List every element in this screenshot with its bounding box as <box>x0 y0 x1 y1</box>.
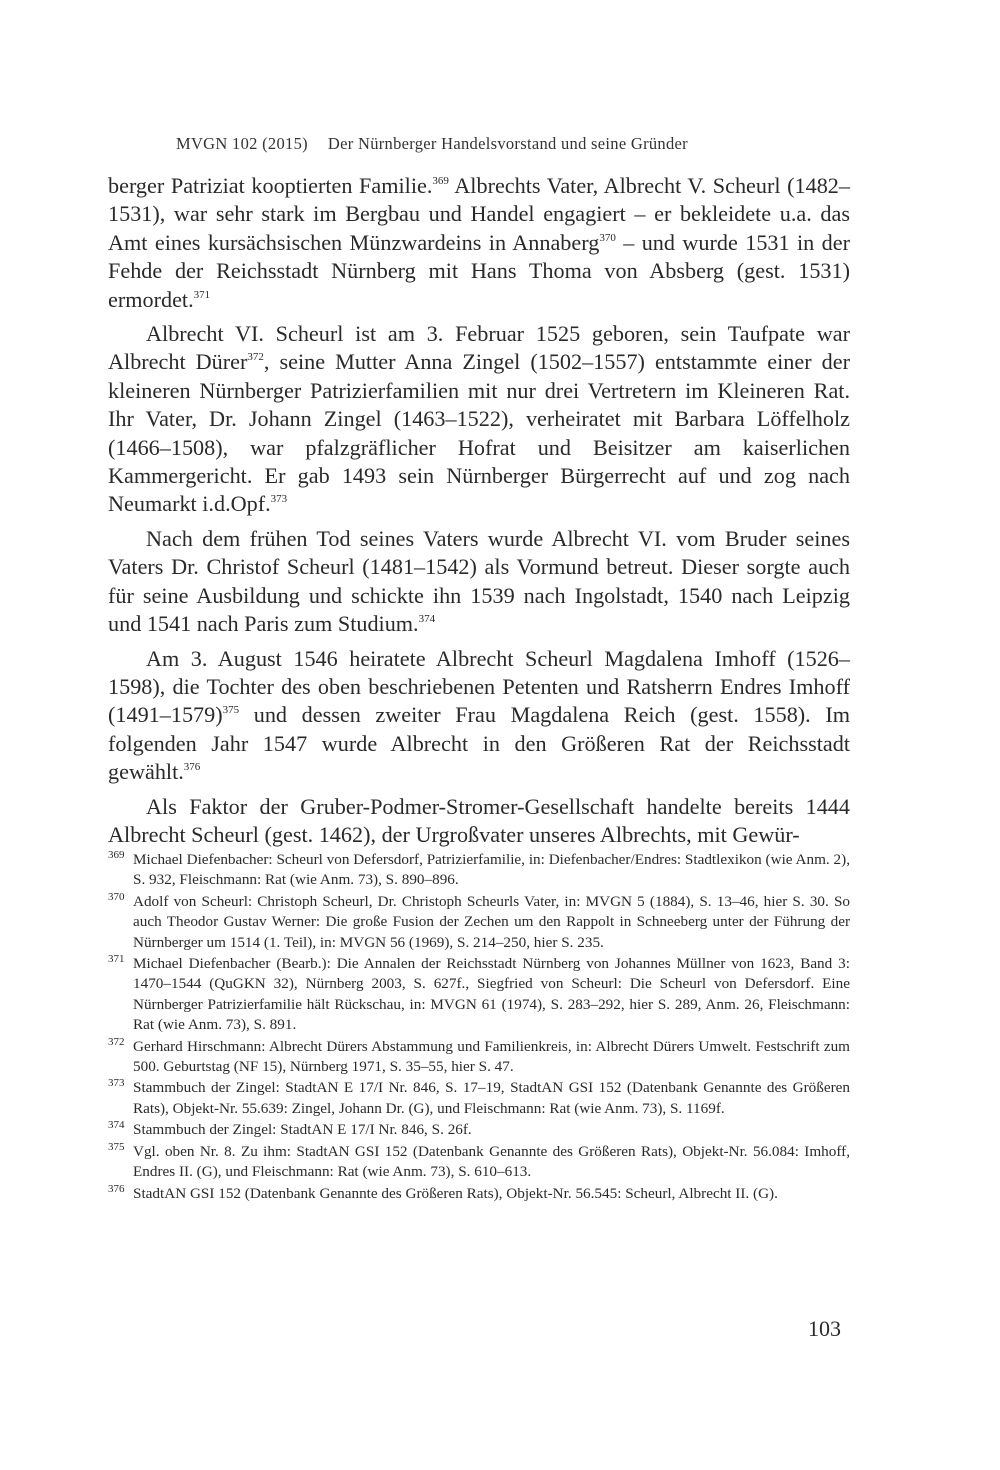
paragraph <box>108 172 850 314</box>
main-text <box>108 172 850 855</box>
footnote-number: 369 <box>108 849 125 861</box>
paragraph <box>108 645 850 787</box>
footnote <box>108 1120 850 1140</box>
footnotes-section <box>108 850 850 1205</box>
article-title: Der Nürnberger Handelsvorstand und seine Gründer <box>327 134 688 153</box>
footnote <box>108 1184 850 1204</box>
text-run: und dessen zweiter Frau Magdalena Reich (gest. 1558). Im folgenden Jahr 1547 wurde Albrecht in den Größeren Rat der Reichsstadt gewählt. <box>108 702 850 785</box>
footnote-number: 375 <box>108 1140 125 1153</box>
footnote-number: 376 <box>108 1182 125 1195</box>
footnote-text: Stammbuch der Zingel: StadtAN E 17/I Nr. 846, S. 26f. <box>133 1121 472 1139</box>
footnote <box>108 892 850 953</box>
footnote-number: 371 <box>108 953 125 966</box>
footnote-number: 370 <box>108 890 125 903</box>
text-run: Nach dem frühen Tod seines Vaters wurde Albrecht VI. vom Bruder seines Vaters Dr. Christof Scheurl (1481–1542) als Vormund betreut. Dieser sorgte auch für seine Ausbildung und schickte ihn 1539 nach Ingolstadt, 1540 nach Leipzig und 1541 nach Paris zum Studium. <box>108 525 850 637</box>
footnote-text: Adolf von Scheurl: Christoph Scheurl, Dr. Christoph Scheurls Vater, in: MVGN 5 (1884), S. 13–46, hier S. 30. So auch Theodor Gustav Werner: Die große Fusion der Zechen um den Rappolt in Schneeberg unter der Führung der Nürnberger um 1514 (1. Teil), in: MVGN 56 (1969), S. 214–250, hier S. 235. <box>133 892 850 951</box>
footnote <box>108 1078 850 1119</box>
footnote-text: Vgl. oben Nr. 8. Zu ihm: StadtAN GSI 152 (Datenbank Genannte des Größeren Rats), Objekt-Nr. 56.084: Imhoff, Endres II. (G), und Fleischmann: Rat (wie Anm. 73), S. 610–613. <box>133 1142 850 1181</box>
text-run: Albrecht VI. Scheurl ist am 3. Februar 1525 geboren, sein Taufpate war Albrecht Dürer <box>108 321 850 375</box>
footnote <box>108 954 850 1036</box>
footnote-number: 372 <box>108 1035 125 1048</box>
text-run: – und wurde 1531 in der Fehde der Reichsstadt Nürnberg mit Hans Thoma von Absberg (gest. 1531) ermordet. <box>108 229 850 312</box>
page-number: 103 <box>808 1316 841 1341</box>
footnote <box>108 850 850 891</box>
footnote-text: Stammbuch der Zingel: StadtAN E 17/I Nr. 846, S. 17–19, StadtAN GSI 152 (Datenbank Genannte des Größeren Rats), Objekt-Nr. 55.639: Zingel, Johann Dr. (G), und Fleischmann: Rat (wie Anm. 73), S. 1169f. <box>133 1079 850 1117</box>
footnote-ref[interactable]: 374 <box>418 613 436 626</box>
footnote-number: 374 <box>108 1119 125 1132</box>
paragraph <box>108 525 850 639</box>
footnote-ref[interactable]: 370 <box>599 231 616 244</box>
footnote-ref[interactable]: 376 <box>183 761 201 774</box>
footnote-ref[interactable]: 372 <box>247 351 264 364</box>
running-header <box>176 134 836 154</box>
footnote-ref[interactable]: 373 <box>270 493 288 506</box>
footnote-text: Michael Diefenbacher (Bearb.): Die Annalen der Reichsstadt Nürnberg von Johannes Müllner von 1623, Band 3: 1470–1544 (QuGKN 32), Nürnberg 2003, S. 627f., Siegfried von Scheurl: Die Scheurl von Defersdorf. Eine Nürnberger Patrizierfamilie hält Rückschau, in: MVGN 61 (1974), S. 283–292, hier S. 289, Anm. 26, Fleischmann: Rat (wie Anm. 73), S. 891. <box>133 955 850 1034</box>
footnote-number: 373 <box>108 1077 125 1090</box>
footnote-text: Michael Diefenbacher: Scheurl von Defersdorf, Patrizierfamilie, in: Diefenbacher/Endres: Stadtlexikon (wie Anm. 2), S. 932, Fleischmann: Rat (wie Anm. 73), S. 890–896. <box>133 851 850 889</box>
footnote-text: StadtAN GSI 152 (Datenbank Genannte des Größeren Rats), Objekt-Nr. 56.545: Scheurl, Albrecht II. (G). <box>133 1184 778 1202</box>
journal-reference: MVGN 102 (2015) <box>176 134 308 153</box>
text-run: Am 3. August 1546 heiratete Albrecht Scheurl Magdalena Imhoff (1526–1598), die Tochter des oben beschriebenen Petenten und Ratsherrn Endres Imhoff (1491–1579) <box>108 645 850 728</box>
paragraph <box>108 793 850 850</box>
footnote-text: Gerhard Hirschmann: Albrecht Dürers Abstammung und Familienkreis, in: Albrecht Dürers Umwelt. Festschrift zum 500. Geburtstag (NF 15), Nürnberg 1971, S. 35–55, hier S. 47. <box>133 1037 850 1076</box>
text-run: Albrechts Vater, Albrecht V. Scheurl (1482–1531), war sehr stark im Bergbau und Handel engagiert – er bekleidete u.a. das Amt eines kursächsischen Münzwardeins in Annaberg <box>108 173 850 255</box>
footnote <box>108 1037 850 1078</box>
text-run: berger Patriziat kooptierten Familie. <box>108 173 433 198</box>
paragraph <box>108 320 850 519</box>
text-run: Als Faktor der Gruber-Podmer-Stromer-Gesellschaft handelte bereits 1444 Albrecht Scheurl (gest. 1462), der Urgroßvater unseres Albrechts, mit Gewür- <box>108 793 850 847</box>
footnote-ref[interactable]: 375 <box>222 704 240 717</box>
text-run: , seine Mutter Anna Zingel (1502–1557) entstammte einer der kleineren Nürnberger Patrizierfamilien mit nur drei Vertretern im Kleineren Rat. Ihr Vater, Dr. Johann Zingel (1463–1522), verheiratet mit Barbara Löffelholz (1466–1508), war pfalzgräflicher Hofrat und Beisitzer am kaiserlichen Kammergericht. Er gab 1493 sein Nürnberger Bürgerrecht auf und zog nach Neumarkt i.d.Opf. <box>108 349 850 517</box>
footnote-ref[interactable]: 371 <box>193 288 211 301</box>
footnote <box>108 1142 850 1183</box>
footnote-ref[interactable]: 369 <box>432 175 449 187</box>
